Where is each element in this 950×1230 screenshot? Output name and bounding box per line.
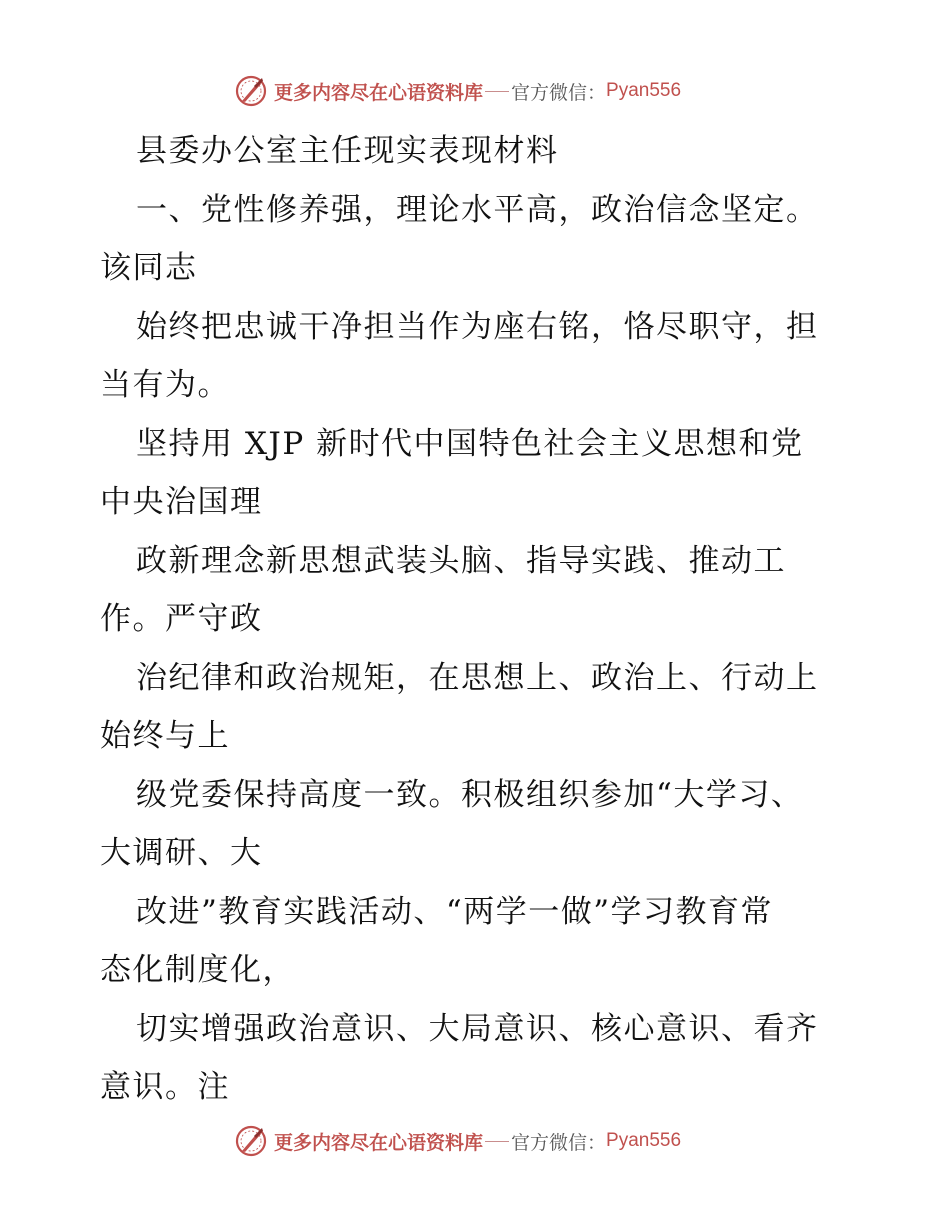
paragraph-line: 治纪律和政治规矩，在思想上、政治上、行动上 <box>136 659 819 696</box>
watermark-wechat-id: Pyan556 <box>606 1130 682 1151</box>
paragraph-line: 态化制度化， <box>100 952 295 988</box>
paragraph-line: 大调研、大 <box>100 835 263 871</box>
watermark-brand-text: 更多内容尽在心语资料库 <box>274 1131 484 1154</box>
document-title: 县委办公室主任现实表现材料 <box>136 133 559 169</box>
watermark-wechat-id: Pyan556 <box>606 80 682 101</box>
paragraph-line: 级党委保持高度一致。积极组织参加“大学习、 <box>136 776 804 813</box>
document-body <box>100 122 860 1117</box>
paragraph-line: 一、党性修养强，理论水平高，政治信念坚定。 <box>136 191 819 228</box>
paragraph-line: 当有为。 <box>100 367 230 403</box>
watermark-official-text: 官方微信： <box>511 1131 607 1154</box>
paragraph-line: 切实增强政治意识、大局意识、核心意识、看齐 <box>136 1010 819 1047</box>
watermark-dash <box>485 1141 509 1142</box>
header-watermark <box>234 74 681 108</box>
paragraph-line: 该同志 <box>100 250 198 286</box>
paragraph-line: 意识。注 <box>100 1069 230 1105</box>
paragraph-line: 政新理念新思想武装头脑、指导实践、推动工 <box>136 542 786 579</box>
paragraph-line: 作。严守政 <box>100 601 263 637</box>
footer-watermark <box>234 1124 681 1158</box>
paragraph-line: 坚持用 XJP 新时代中国特色社会主义思想和党 <box>136 425 804 462</box>
watermark-brand-text: 更多内容尽在心语资料库 <box>274 81 484 104</box>
paragraph-line: 改进”教育实践活动、“两学一做”学习教育常 <box>136 893 774 930</box>
quill-pen-logo-icon <box>234 1124 268 1158</box>
paragraph-line: 始终与上 <box>100 718 230 754</box>
quill-pen-logo-icon <box>234 74 268 108</box>
paragraph-line: 始终把忠诚干净担当作为座右铭，恪尽职守，担 <box>136 308 819 345</box>
watermark-official-text: 官方微信： <box>511 81 607 104</box>
paragraph-line: 中央治国理 <box>100 484 263 520</box>
watermark-dash <box>485 91 509 92</box>
